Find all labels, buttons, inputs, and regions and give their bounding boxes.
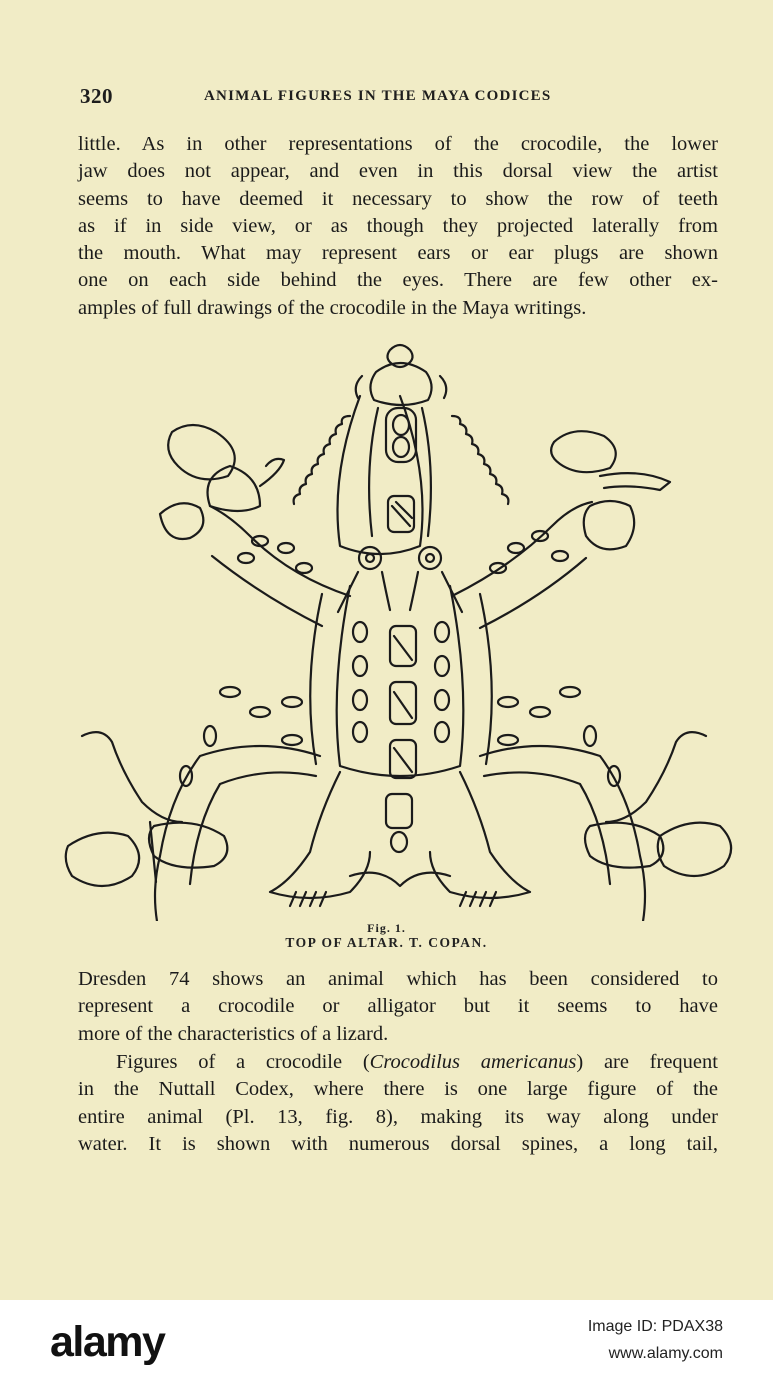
crocodile-altar-drawing bbox=[60, 336, 740, 921]
page-number: 320 bbox=[80, 84, 113, 108]
paragraph-nuttall-codex bbox=[78, 1049, 718, 1158]
figure-number: Fig. 1. bbox=[367, 921, 406, 935]
text-line: little. As in other representations of the crocodile, the lower bbox=[78, 133, 718, 155]
text-line-first bbox=[78, 1049, 718, 1076]
text-line: amples of full drawings of the crocodile in the Maya writings. bbox=[78, 296, 587, 319]
running-title: ANIMAL FIGURES IN THE MAYA CODICES bbox=[204, 88, 552, 104]
text-line: the mouth. What may represent ears or ear plugs are shown bbox=[78, 242, 718, 265]
text-line: one on each side behind the eyes. There are few other ex- bbox=[78, 269, 718, 292]
stock-url: www.alamy.com bbox=[608, 1345, 723, 1362]
text-run: Figures of a crocodile ( bbox=[116, 1051, 370, 1073]
paragraph-crocodile-description bbox=[78, 131, 718, 322]
text-line: in the Nuttall Codex, where there is one large figure of the bbox=[78, 1078, 718, 1101]
text-run: ) are frequent bbox=[576, 1051, 718, 1073]
text-line: jaw does not appear, and even in this dorsal view the artist bbox=[78, 160, 718, 183]
text-line: represent a crocodile or alligator but it seems to have bbox=[78, 995, 718, 1018]
text-line: seems to have deemed it necessary to show the row of teeth bbox=[78, 187, 718, 210]
image-id: Image ID: PDAX38 bbox=[587, 1318, 723, 1335]
stock-footer bbox=[0, 1300, 773, 1390]
text-line: entire animal (Pl. 13, fig. 8), making its way along under bbox=[78, 1105, 718, 1128]
text-line: Dresden 74 shows an animal which has been considered to bbox=[78, 968, 718, 990]
altar-figure-illustration bbox=[60, 336, 740, 921]
alamy-logo: alamy bbox=[50, 1318, 165, 1366]
species-name: Crocodilus americanus bbox=[369, 1051, 577, 1073]
text-line: as if in side view, or as though they projected laterally from bbox=[78, 214, 718, 237]
page-header bbox=[80, 84, 716, 110]
text-line: more of the characteristics of a lizard. bbox=[78, 1022, 389, 1045]
text-line: water. It is shown with numerous dorsal spines, a long tail, bbox=[78, 1132, 718, 1155]
figure-caption: TOP OF ALTAR. T. COPAN. bbox=[285, 935, 488, 950]
paragraph-dresden-74 bbox=[78, 966, 718, 1048]
